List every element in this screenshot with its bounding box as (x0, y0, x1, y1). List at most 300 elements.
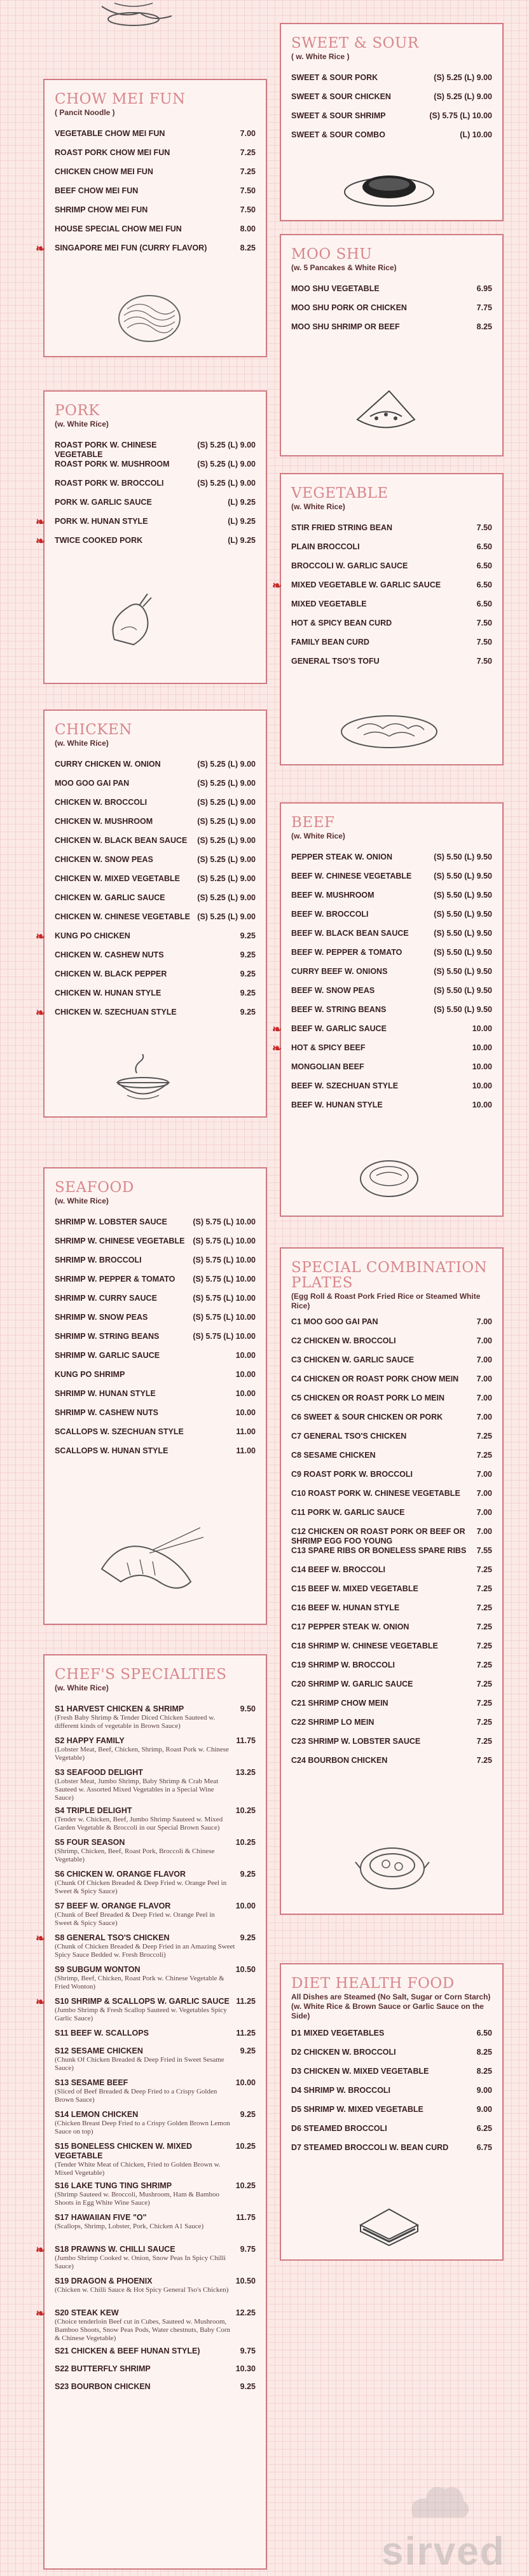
menu-item-name: PLAIN BROCCOLI (291, 542, 360, 551)
menu-item (291, 1680, 492, 1699)
sandwich-illustration (354, 2200, 424, 2251)
section-seafood (43, 1167, 267, 1625)
menu-item-name: SCALLOPS W. HUNAN STYLE (55, 1446, 168, 1455)
menu-item-name: S18 PRAWNS W. CHILLI SAUCE (Jumbo Shrimp Cooked w. Onion, Snow Peas In Spicy Chilli Sauce) (55, 2245, 240, 2271)
menu-item-name: S15 BONELESS CHICKEN W. MIXED VEGETABLE (Tender White Meat of Chicken, Fried to Golden Brown w. Mixed Vegetable) (55, 2142, 236, 2177)
menu-item-name: C1 MOO GOO GAI PAN (291, 1317, 378, 1326)
menu-item-price: 7.00 (476, 1355, 492, 1364)
menu-item (55, 1870, 256, 1898)
menu-item-description: (Sliced of Beef Breaded & Deep Fried to a Crispy Golden Brown Sauce) (55, 2088, 217, 2104)
menu-item-price: 7.25 (476, 1699, 492, 1708)
menu-item-name: S5 FOUR SEASON (Shrimp, Chicken, Beef, Roast Pork, Broccoli & Chinese Vegetable) (55, 1838, 236, 1864)
menu-item-price: (S) 5.25 (L) 9.00 (434, 92, 492, 101)
menu-item-price: 7.75 (476, 303, 492, 312)
menu-item-name: PEPPER STEAK W. ONION (291, 853, 393, 861)
chili-pepper-icon: ❧ (272, 579, 282, 592)
menu-item (272, 1023, 492, 1043)
menu-item (55, 2046, 256, 2074)
menu-item-name: BEEF W. SZECHUAN STYLE (291, 1081, 399, 1090)
menu-item-price: (S) 5.25 (L) 9.00 (197, 855, 256, 864)
menu-item (291, 986, 492, 1005)
menu-item-name: SWEET & SOUR COMBO (291, 130, 385, 139)
menu-item (291, 1584, 492, 1603)
menu-item (291, 1546, 492, 1565)
menu-item-price: 7.00 (476, 1374, 492, 1383)
menu-item-name: C6 SWEET & SOUR CHICKEN OR PORK (291, 1413, 443, 1422)
menu-item-name: SHRIMP W. LOBSTER SAUCE (55, 1217, 167, 1226)
menu-item (36, 535, 256, 555)
menu-item-price: 6.50 (476, 599, 492, 608)
section-subtitle: (w. White Rice) (291, 502, 345, 511)
menu-item-name: C20 SHRIMP W. GARLIC SAUCE (291, 1680, 413, 1689)
menu-item (55, 1838, 256, 1866)
rice-plate-illustration (341, 161, 437, 212)
menu-item-price: 7.00 (476, 1508, 492, 1517)
menu-item-description: (Lobster Meat, Jumbo Shrimp, Baby Shrimp & Crab Meat Sauteed w. Assorted Mixed Vegetables in a Special Wine Sauce) (55, 1778, 219, 1802)
menu-item-price: 9.25 (240, 2046, 256, 2055)
menu-item-price: (S) 5.25 (L) 9.00 (197, 798, 256, 807)
menu-item-price: 11.25 (236, 2029, 256, 2038)
menu-item-price: (L) 9.25 (228, 536, 256, 545)
menu-item-name: BEEF W. GARLIC SAUCE (291, 1024, 387, 1033)
chili-pepper-icon: ❧ (36, 930, 46, 943)
menu-item-price: 9.25 (240, 1008, 256, 1017)
menu-item-price: 7.50 (476, 657, 492, 666)
menu-item-price: 7.50 (476, 619, 492, 627)
menu-item (291, 1737, 492, 1756)
menu-item-price: (S) 5.75 (L) 10.00 (193, 1217, 256, 1226)
menu-item-price: (L) 9.25 (228, 517, 256, 526)
menu-item (55, 1275, 256, 1294)
menu-item-price: 6.75 (476, 2143, 492, 2152)
menu-item-price: 7.00 (476, 1317, 492, 1326)
menu-item-name: HOT & SPICY BEAN CURD (291, 619, 392, 627)
menu-item-name: VEGETABLE CHOW MEI FUN (55, 129, 165, 138)
menu-item-name: MIXED VEGETABLE W. GARLIC SAUCE (291, 580, 441, 589)
menu-item (55, 1294, 256, 1313)
section-chicken (36, 709, 267, 1118)
menu-item-price: 8.25 (240, 243, 256, 252)
item-list (55, 1217, 256, 1465)
chili-pepper-icon: ❧ (272, 1042, 282, 1055)
shrimp-illustration (83, 1524, 210, 1601)
menu-item-price: (S) 5.25 (L) 9.00 (197, 760, 256, 769)
menu-item (55, 1736, 256, 1764)
menu-item (55, 969, 256, 989)
menu-item-description: (Chicken Breast Deep Fried to a Crispy Golden Brown Lemon Sauce on top) (55, 2120, 230, 2135)
section-sweet-sour (280, 23, 504, 221)
menu-item-name: CHICKEN W. BLACK PEPPER (55, 969, 167, 978)
menu-item-name: SHRIMP W. CHINESE VEGETABLE (55, 1237, 185, 1245)
section-title: BEEF (291, 814, 335, 831)
menu-item-name: PORK W. GARLIC SAUCE (55, 498, 152, 507)
menu-item (291, 2124, 492, 2143)
menu-item (55, 2078, 256, 2106)
menu-item (55, 1237, 256, 1256)
menu-item-name: C7 GENERAL TSO'S CHICKEN (291, 1432, 407, 1441)
menu-item (291, 967, 492, 986)
menu-item-name: ROAST PORK W. CHINESE VEGETABLE (55, 441, 157, 459)
menu-item (272, 1042, 492, 1062)
menu-item-price: 7.25 (476, 1641, 492, 1650)
menu-item (291, 1622, 492, 1641)
soup-bowl-illustration (108, 1054, 178, 1105)
menu-item-price: 12.25 (235, 2308, 256, 2317)
menu-item-price: (S) 5.50 (L) 9.50 (434, 986, 492, 995)
menu-item-name: C24 BOURBON CHICKEN (291, 1756, 388, 1765)
section-title: PORK (55, 402, 100, 419)
menu-item-price: 11.75 (236, 1736, 256, 1745)
menu-item (36, 2307, 256, 2343)
menu-item-name: S20 STEAK KEW (Choice tenderloin Beef cut in Cubes, Sauteed w. Mushroom, Bamboo Shoots, Snow Peas Pods, Water chestnuts, Baby Corn & Chinese Vegetable) (55, 2308, 236, 2343)
menu-item-name: C23 SHRIMP W. LOBSTER SAUCE (291, 1737, 421, 1746)
menu-item-price: 9.25 (240, 1870, 256, 1879)
section-title: DIET HEALTH FOOD (291, 1975, 455, 1992)
menu-item-price: 9.25 (240, 969, 256, 978)
section-subtitle: (w. 5 Pancakes & White Rice) (291, 263, 397, 272)
menu-item-name: BEEF W. STRING BEANS (291, 1005, 387, 1014)
menu-item-name: S3 SEAFOOD DELIGHT (Lobster Meat, Jumbo Shrimp, Baby Shrimp & Crab Meat Sauteed w. Assorted Mixed Vegetables in a Special Wine Sauce) (55, 1768, 236, 1802)
menu-item (55, 129, 256, 148)
menu-item-price: 9.75 (240, 2245, 256, 2254)
menu-item (36, 516, 256, 536)
menu-item-name: BEEF W. SNOW PEAS (291, 986, 375, 995)
menu-item (291, 2105, 492, 2124)
menu-item (55, 186, 256, 205)
menu-item-description: (Lobster Meat, Beef, Chicken, Shrimp, Roast Pork w. Chinese Vegetable) (55, 1746, 229, 1762)
menu-item (55, 1217, 256, 1237)
menu-item-price: (L) 9.25 (228, 498, 256, 507)
menu-item-name: ROAST PORK CHOW MEI FUN (55, 148, 170, 157)
item-list (272, 853, 492, 1120)
menu-item-name: FAMILY BEAN CURD (291, 638, 369, 647)
menu-item-price: 9.25 (240, 931, 256, 940)
menu-item-description: (Chunk Of Chicken Breaded & Deep Fried in Sweet Sesame Sauce) (55, 2056, 224, 2072)
section-subtitle: All Dishes are Steamed (No Salt, Sugar or Corn Starch) (w. White Rice & Brown Sauce or Garlic Sauce on the Side) (291, 1992, 491, 2020)
item-list (36, 1704, 256, 2396)
menu-item-name: BEEF W. HUNAN STYLE (291, 1100, 383, 1109)
menu-item-price: 8.25 (476, 2048, 492, 2057)
menu-item-price: 11.00 (236, 1427, 256, 1436)
menu-item-description: (Choice tenderloin Beef cut in Cubes, Sauteed w. Mushroom, Bamboo Shoots, Snow Peas Pods, Water chestnuts, Baby Corn & Chinese Vegetable) (55, 2318, 231, 2342)
menu-item-name: S12 SESAME CHICKEN (Chunk Of Chicken Breaded & Deep Fried in Sweet Sesame Sauce) (55, 2046, 240, 2072)
menu-item-name: ROAST PORK W. BROCCOLI (55, 479, 164, 488)
menu-item-description: (Shrimp, Beef, Chicken, Roast Pork w. Chinese Vegetable & Fried Wonton) (55, 1975, 224, 1990)
menu-item (291, 1661, 492, 1680)
menu-item (291, 638, 492, 657)
menu-item (55, 779, 256, 798)
menu-item-price: 7.00 (240, 129, 256, 138)
menu-item (291, 1355, 492, 1374)
menu-item-name: S19 DRAGON & PHOENIX (Chicken w. Chilli Sauce & Hot Spicy General Tso's Chicken) (55, 2277, 236, 2294)
menu-item-price: (S) 5.50 (L) 9.50 (434, 967, 492, 976)
menu-item-price: 9.00 (476, 2086, 492, 2095)
menu-item-name: S23 BOURBON CHICKEN (55, 2382, 151, 2391)
menu-item (291, 1641, 492, 1661)
menu-item-name: C3 CHICKEN W. GARLIC SAUCE (291, 1355, 415, 1364)
menu-item-name: BEEF W. MUSHROOM (291, 891, 374, 900)
menu-item-name: STIR FRIED STRING BEAN (291, 523, 393, 532)
menu-item (291, 130, 492, 149)
chili-pepper-icon: ❧ (36, 2244, 46, 2256)
menu-item (36, 1006, 256, 1027)
menu-item-name: S9 SUBGUM WONTON (Shrimp, Beef, Chicken, Roast Pork w. Chinese Vegetable & Fried Wonton) (55, 1965, 236, 1991)
menu-item-name: S11 BEEF W. SCALLOPS (55, 2029, 149, 2038)
menu-item-price: 10.30 (235, 2364, 256, 2373)
menu-item (55, 912, 256, 931)
menu-item (36, 242, 256, 263)
section-subtitle: (w. White Rice) (55, 420, 109, 428)
menu-item-name: S8 GENERAL TSO'S CHICKEN (Chunk of Chicken Breaded & Deep Fried in an Amazing Sweet Spicy Sauce Bedded w. Fresh Broccoli) (55, 1933, 240, 1959)
section-title: SEAFOOD (55, 1179, 134, 1196)
menu-item (55, 1351, 256, 1370)
section-subtitle: (w. White Rice) (291, 832, 345, 840)
menu-item-price: (S) 5.25 (L) 9.00 (197, 817, 256, 826)
menu-item (55, 498, 256, 517)
menu-item (55, 1313, 256, 1332)
menu-item-name: TWICE COOKED PORK (55, 536, 143, 545)
menu-item (291, 523, 492, 542)
menu-item-description: (Jumbo Shrimp Cooked w. Onion, Snow Peas In Spicy Chilli Sauce) (55, 2254, 226, 2270)
menu-item (36, 1932, 256, 1961)
item-list (272, 523, 492, 676)
menu-item (291, 2048, 492, 2067)
menu-item-name: BEEF CHOW MEI FUN (55, 186, 139, 195)
menu-item-name: C11 PORK W. GARLIC SAUCE (291, 1508, 405, 1517)
menu-item-name: SHRIMP W. GARLIC SAUCE (55, 1351, 160, 1360)
menu-item-price: 10.50 (235, 1965, 256, 1974)
section-title: CHOW MEI FUN (55, 91, 186, 107)
menu-item-price: 7.00 (476, 1470, 492, 1479)
menu-item (55, 2142, 256, 2177)
menu-item (291, 1470, 492, 1489)
menu-item-price: 11.25 (236, 1997, 256, 2006)
menu-item (291, 561, 492, 580)
item-list (36, 760, 256, 1027)
menu-item (55, 1704, 256, 1732)
chili-pepper-icon: ❧ (272, 1023, 282, 1036)
menu-item-price: 7.25 (476, 1756, 492, 1765)
menu-item-name: S21 CHICKEN & BEEF HUNAN STYLE) (55, 2346, 200, 2355)
menu-item-name: C21 SHRIMP CHOW MEIN (291, 1699, 388, 1708)
menu-item-name: CHICKEN W. BROCCOLI (55, 798, 148, 807)
menu-item (55, 1332, 256, 1351)
menu-item-price: (S) 5.75 (L) 10.00 (193, 1237, 256, 1245)
menu-item (55, 2213, 256, 2241)
section-title: CHEF'S SPECIALTIES (55, 1666, 227, 1683)
section-subtitle: (w. White Rice) (55, 739, 109, 748)
menu-item (55, 479, 256, 498)
menu-item-price: 10.25 (235, 1838, 256, 1847)
menu-item-price: 9.25 (240, 989, 256, 997)
menu-item (55, 2364, 256, 2378)
menu-item-name: CURRY BEEF W. ONIONS (291, 967, 388, 976)
sirved-watermark (381, 2479, 509, 2575)
menu-item (55, 817, 256, 836)
menu-item-name: SWEET & SOUR SHRIMP (291, 111, 386, 120)
menu-item-price: 7.50 (240, 205, 256, 214)
menu-item-price: 9.50 (240, 1704, 256, 1713)
menu-item-name: S10 SHRIMP & SCALLOPS W. GARLIC SAUCE (Jumbo Shrimp & Fresh Scallop Sauteed w. Vegetables Spicy Garlic Sauce) (55, 1997, 236, 2023)
menu-item (272, 579, 492, 599)
menu-item-name: SWEET & SOUR CHICKEN (291, 92, 391, 101)
menu-item-name: SHRIMP W. SNOW PEAS (55, 1313, 148, 1322)
menu-item-name: C14 BEEF W. BROCCOLI (291, 1565, 385, 1574)
chili-pepper-icon: ❧ (36, 516, 46, 528)
section-combination-plates (280, 1247, 504, 1915)
menu-item-price: 7.25 (240, 167, 256, 176)
menu-item-price: 7.25 (476, 1565, 492, 1574)
menu-item (55, 2277, 256, 2305)
menu-item-name: D6 STEAMED BROCCOLI (291, 2124, 387, 2133)
menu-item (291, 891, 492, 910)
menu-item-price: 7.00 (476, 1394, 492, 1402)
menu-item-price: 7.25 (476, 1661, 492, 1669)
chili-pepper-icon: ❧ (36, 1996, 46, 2008)
menu-item-name: S2 HAPPY FAMILY (Lobster Meat, Beef, Chicken, Shrimp, Roast Pork w. Chinese Vegetable) (55, 1736, 236, 1762)
menu-item-price: 9.25 (240, 1933, 256, 1942)
chili-pepper-icon: ❧ (36, 1006, 46, 1019)
menu-item-price: 7.25 (476, 1737, 492, 1746)
section-subtitle: (w. White Rice) (55, 1683, 109, 1692)
hot-pot-illustration (354, 1833, 430, 1897)
menu-item-price: 7.25 (476, 1603, 492, 1612)
item-list (291, 73, 492, 149)
menu-item-name: CURRY CHICKEN W. ONION (55, 760, 161, 769)
menu-item-price: 10.00 (235, 1351, 256, 1360)
menu-item-price: 6.50 (476, 580, 492, 589)
section-chow-mei-fun (36, 79, 267, 357)
menu-item (55, 2382, 256, 2396)
section-pork (36, 390, 267, 684)
menu-item (55, 1408, 256, 1427)
menu-item-price: (S) 5.75 (L) 10.00 (193, 1332, 256, 1341)
menu-item (291, 1756, 492, 1775)
menu-item-name: CHICKEN W. HUNAN STYLE (55, 989, 161, 997)
menu-item-price: 7.00 (476, 1489, 492, 1498)
menu-item (291, 111, 492, 130)
menu-item-price: 10.00 (235, 1389, 256, 1398)
menu-item-name: MOO SHU PORK OR CHICKEN (291, 303, 407, 312)
menu-item-name: BEEF W. CHINESE VEGETABLE (291, 872, 412, 880)
menu-item-price: (S) 5.75 (L) 10.00 (193, 1294, 256, 1303)
menu-item (55, 224, 256, 243)
menu-item-price: 10.25 (235, 2181, 256, 2190)
moo-shu-wrap-illustration (351, 381, 421, 439)
menu-item (291, 73, 492, 92)
section-title: VEGETABLE (291, 485, 388, 502)
section-diet-health-food (280, 1963, 504, 2261)
menu-item-price: 7.25 (476, 1432, 492, 1441)
menu-item-name: PORK W. HUNAN STYLE (55, 517, 148, 526)
menu-item (291, 872, 492, 891)
section-title: CHICKEN (55, 722, 132, 738)
menu-item-price: 9.75 (240, 2346, 256, 2355)
menu-item (55, 2110, 256, 2138)
menu-item-name: HOUSE SPECIAL CHOW MEI FUN (55, 224, 182, 233)
menu-item-price: (S) 5.50 (L) 9.50 (434, 929, 492, 938)
menu-item (291, 1432, 492, 1451)
menu-item-price: (S) 5.25 (L) 9.00 (197, 779, 256, 788)
menu-item (55, 167, 256, 186)
menu-item-price: (S) 5.50 (L) 9.50 (434, 872, 492, 880)
menu-item-price: (S) 5.25 (L) 9.00 (197, 460, 256, 469)
menu-item-name: C15 BEEF W. MIXED VEGETABLE (291, 1584, 418, 1593)
menu-item-name: C4 CHICKEN OR ROAST PORK CHOW MEIN (291, 1374, 459, 1383)
chili-pepper-icon: ❧ (36, 2307, 46, 2320)
menu-item (55, 760, 256, 779)
menu-item-price: (S) 5.75 (L) 10.00 (193, 1313, 256, 1322)
menu-item-price: (S) 5.25 (L) 9.00 (197, 836, 256, 845)
menu-item-price: 10.00 (235, 2078, 256, 2087)
menu-item (291, 92, 492, 111)
section-title: SWEET & SOUR (291, 35, 419, 51)
menu-item-price: 7.50 (476, 523, 492, 532)
menu-item-name: S17 HAWAIIAN FIVE "O" (Scallops, Shrimp, Lobster, Pork, Chicken A1 Sauce) (55, 2213, 236, 2231)
menu-item (291, 1718, 492, 1737)
menu-item (291, 599, 492, 619)
menu-item-price: (S) 5.25 (L) 9.00 (197, 874, 256, 883)
menu-item-price: 7.50 (240, 186, 256, 195)
menu-item-price: 10.25 (235, 1806, 256, 1815)
menu-item-price: 7.25 (476, 1584, 492, 1593)
dumpling-illustration (95, 0, 178, 31)
menu-item-name: SWEET & SOUR PORK (291, 73, 378, 82)
menu-item-name: SHRIMP W. BROCCOLI (55, 1256, 142, 1264)
menu-item-name: C18 SHRIMP W. CHINESE VEGETABLE (291, 1641, 438, 1650)
menu-item-price: 6.95 (476, 284, 492, 293)
menu-item-name: C19 SHRIMP W. BROCCOLI (291, 1661, 395, 1669)
menu-item (55, 2029, 256, 2043)
menu-item-price: 9.00 (476, 2105, 492, 2114)
menu-item-price: 10.00 (235, 1901, 256, 1910)
menu-item-description: (Tender w. Chicken, Beef, Jumbo Shrimp Sauteed w. Mixed Garden Vegetable & Broccoli in our Special Brown Sauce) (55, 1816, 223, 1832)
menu-item-price: 6.25 (476, 2124, 492, 2133)
menu-item-name: MOO SHU VEGETABLE (291, 284, 380, 293)
section-title: MOO SHU (291, 246, 373, 263)
menu-item-name: SINGAPORE MEI FUN (CURRY FLAVOR) (55, 243, 207, 252)
menu-item (291, 1336, 492, 1355)
menu-item-price: (S) 5.75 (L) 10.00 (193, 1275, 256, 1284)
chili-pepper-icon: ❧ (36, 1932, 46, 1945)
menu-item (36, 930, 256, 950)
menu-item-description: (Shrimp, Chicken, Beef, Roast Pork, Broccoli & Chinese Vegetable) (55, 1847, 215, 1863)
menu-item-name: MOO GOO GAI PAN (55, 779, 130, 788)
menu-item (291, 1005, 492, 1024)
menu-item-price: 10.50 (235, 2277, 256, 2285)
menu-item (55, 205, 256, 224)
noodle-illustration (114, 290, 184, 347)
menu-item-name: D1 MIXED VEGETABLES (291, 2029, 385, 2038)
menu-item (291, 2143, 492, 2162)
menu-item-name: CHICKEN W. CASHEW NUTS (55, 950, 164, 959)
menu-item-name: C22 SHRIMP LO MEIN (291, 1718, 374, 1727)
menu-item-name: SCALLOPS W. SZECHUAN STYLE (55, 1427, 184, 1436)
menu-item-name: S22 BUTTERFLY SHRIMP (55, 2364, 151, 2373)
menu-item (55, 148, 256, 167)
menu-item (291, 1489, 492, 1508)
beef-bowl-illustration (354, 1153, 424, 1204)
menu-item-price: 7.25 (476, 1680, 492, 1689)
menu-item (36, 2244, 256, 2273)
section-moo-shu (280, 234, 504, 456)
menu-item-name: S4 TRIPLE DELIGHT (Tender w. Chicken, Beef, Jumbo Shrimp Sauteed w. Mixed Garden Vegetable & Broccoli in our Special Brown Sauce) (55, 1806, 236, 1832)
menu-item (291, 1081, 492, 1100)
menu-item (55, 1446, 256, 1465)
menu-item-price: 9.25 (240, 2382, 256, 2391)
menu-item (291, 929, 492, 948)
menu-item-name: C5 CHICKEN OR ROAST PORK LO MEIN (291, 1394, 444, 1402)
